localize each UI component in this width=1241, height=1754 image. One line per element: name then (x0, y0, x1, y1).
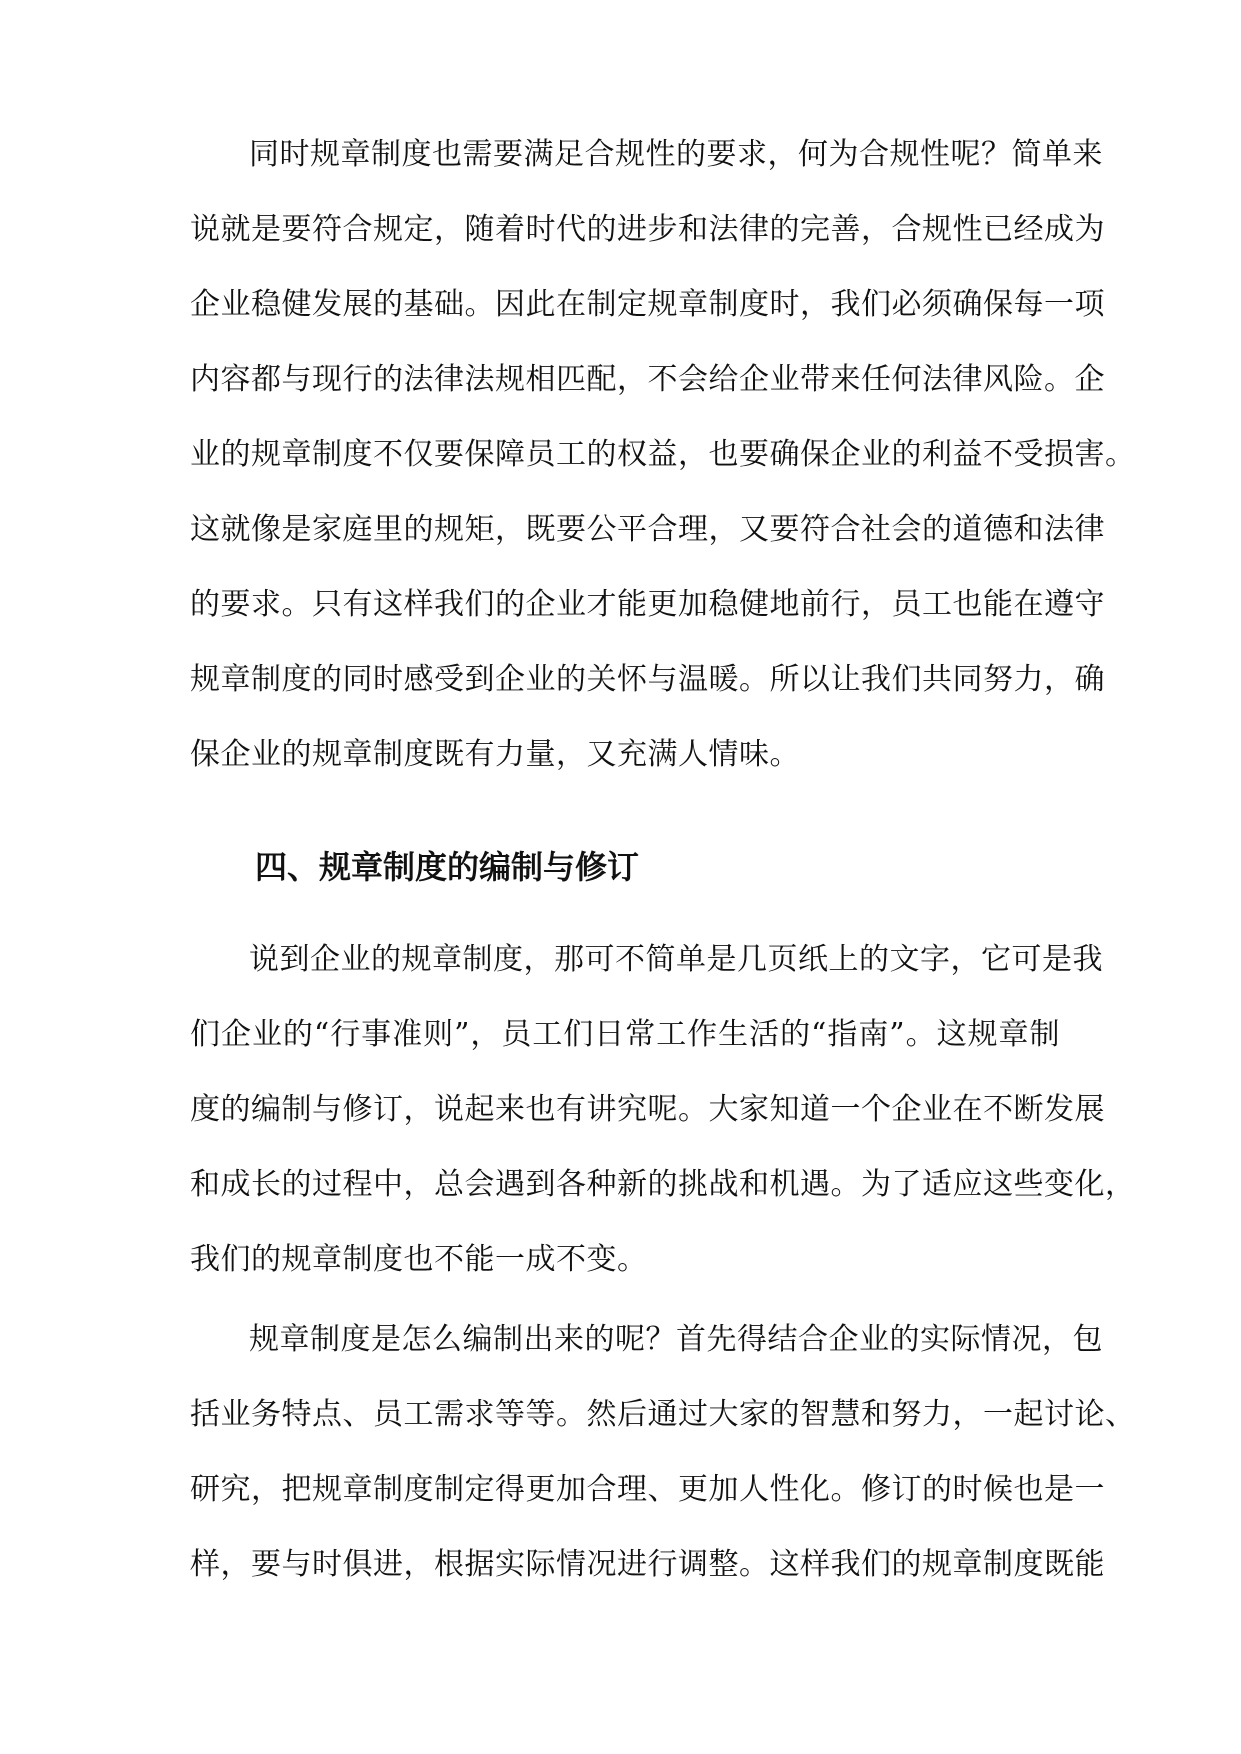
section-heading: 四、规章制度的编制与修订 (255, 848, 640, 886)
paragraph-line: 同时规章制度也需要满足合规性的要求，何为合规性呢？简单来 (249, 137, 1103, 172)
paragraph-line: 企业稳健发展的基础。因此在制定规章制度时，我们必须确保每一项 (190, 287, 1105, 322)
paragraph-line: 和成长的过程中，总会遇到各种新的挑战和机遇。为了适应这些变化， (190, 1167, 1136, 1202)
paragraph-line: 研究，把规章制度制定得更加合理、更加人性化。修订的时候也是一 (190, 1472, 1105, 1507)
paragraph-line: 度的编制与修订，说起来也有讲究呢。大家知道一个企业在不断发展 (190, 1092, 1105, 1127)
paragraph-line: 说到企业的规章制度，那可不简单是几页纸上的文字，它可是我 (249, 942, 1103, 977)
paragraph-line: 我们的规章制度也不能一成不变。 (190, 1242, 648, 1277)
paragraph-line: 括业务特点、员工需求等等。然后通过大家的智慧和努力，一起讨论、 (190, 1397, 1136, 1432)
paragraph-line: 业的规章制度不仅要保障员工的权益，也要确保企业的利益不受损害。 (190, 437, 1136, 472)
paragraph-line: 说就是要符合规定，随着时代的进步和法律的完善，合规性已经成为 (190, 212, 1105, 247)
paragraph-line: 保企业的规章制度既有力量，又充满人情味。 (190, 737, 800, 772)
paragraph-line: 这就像是家庭里的规矩，既要公平合理，又要符合社会的道德和法律 (190, 512, 1105, 547)
paragraph-line: 规章制度是怎么编制出来的呢？首先得结合企业的实际情况，包 (249, 1322, 1103, 1357)
paragraph-line: 内容都与现行的法律法规相匹配，不会给企业带来任何法律风险。企 (190, 362, 1105, 397)
paragraph-line: 们企业的“行事准则”，员工们日常工作生活的“指南”。这规章制 (190, 1017, 1060, 1052)
paragraph-line: 样，要与时俱进，根据实际情况进行调整。这样我们的规章制度既能 (190, 1547, 1105, 1582)
paragraph-line: 的要求。只有这样我们的企业才能更加稳健地前行，员工也能在遵守 (190, 587, 1105, 622)
paragraph-line: 规章制度的同时感受到企业的关怀与温暖。所以让我们共同努力，确 (190, 662, 1105, 697)
